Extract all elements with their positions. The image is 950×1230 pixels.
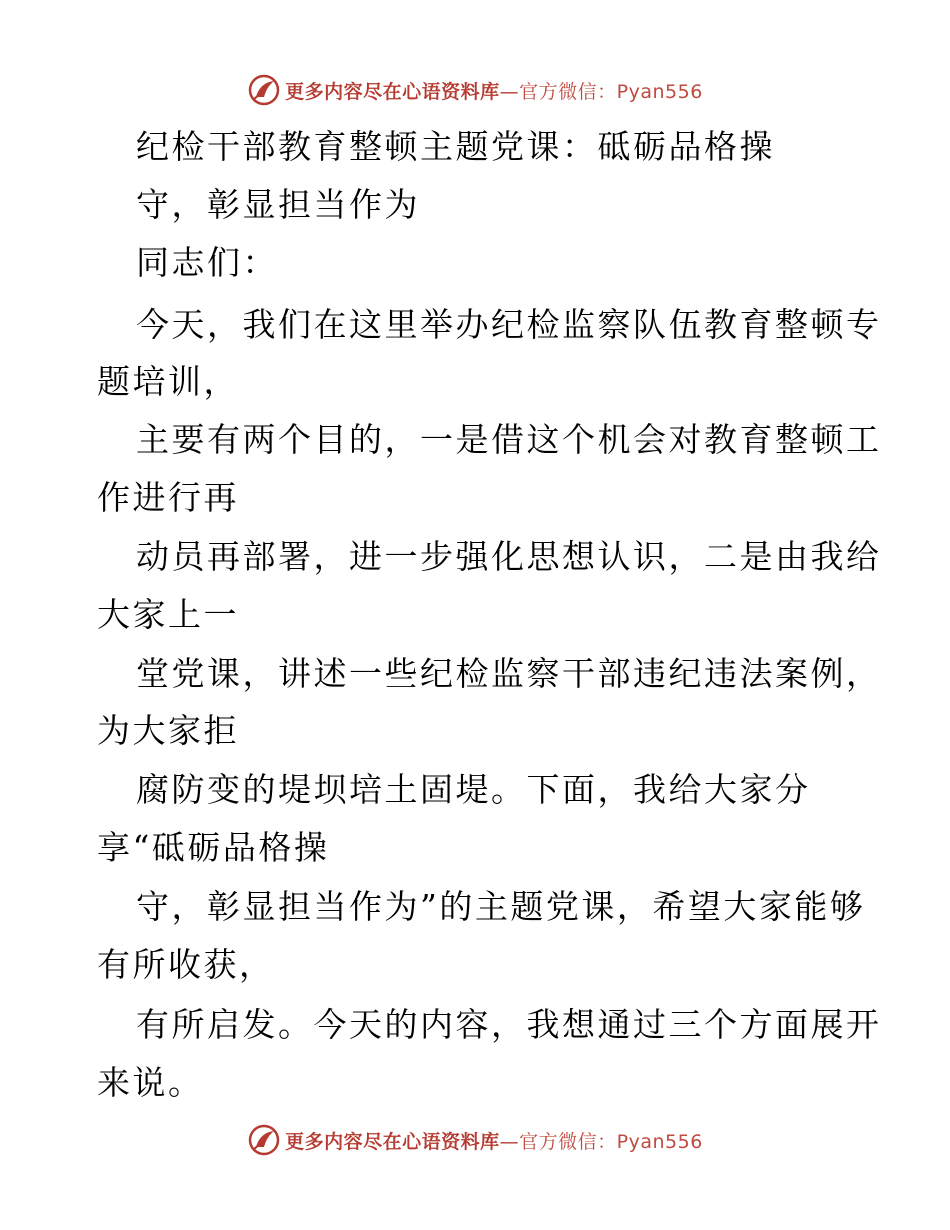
paragraph-line: 今天，我们在这里举办纪检监察队伍教育整顿专 [136,305,882,344]
paragraph-line: 堂党课，讲述一些纪检监察干部违纪违法案例， [136,654,882,693]
paragraph-line: 大家上一 [97,595,239,634]
paragraph-line: 有所收获， [97,945,275,984]
brand-logo-icon [247,73,281,107]
paragraph-line: 享“砥砺品格操 [97,828,330,867]
paragraph-line: 腐防变的堤坝培土固堤。下面，我给大家分 [136,770,811,809]
paragraph-line: 题培训， [97,362,239,401]
document-title-line-1: 纪检干部教育整顿主题党课：砥砺品格操 [136,127,775,166]
banner-wechat: 官方微信：Pyan556 [519,80,703,103]
paragraph-line: 守，彰显担当作为”的主题党课，希望大家能够 [136,887,866,926]
paragraph-line: 主要有两个目的，一是借这个机会对教育整顿工 [136,420,882,459]
banner-site-name: 更多内容尽在心语资料库 [285,1130,500,1153]
banner-site-name: 更多内容尽在心语资料库 [285,80,500,103]
paragraph-line: 来说。 [97,1063,204,1102]
document-title-line-2: 守，彰显担当作为 [136,185,420,224]
paragraph-line: 动员再部署，进一步强化思想认识，二是由我给 [136,537,882,576]
paragraph-line: 作进行再 [97,478,239,517]
paragraph-line: 有所启发。今天的内容，我想通过三个方面展开 [136,1005,882,1044]
salutation: 同志们： [136,243,278,282]
brand-logo-icon [247,1123,281,1157]
header-watermark-banner [0,70,950,110]
banner-dash: — [499,80,520,103]
paragraph-line: 为大家拒 [97,711,239,750]
footer-watermark-banner [0,1120,950,1160]
banner-text [285,77,703,104]
banner-text [285,1127,703,1154]
banner-dash: — [499,1130,520,1153]
banner-wechat: 官方微信：Pyan556 [519,1130,703,1153]
